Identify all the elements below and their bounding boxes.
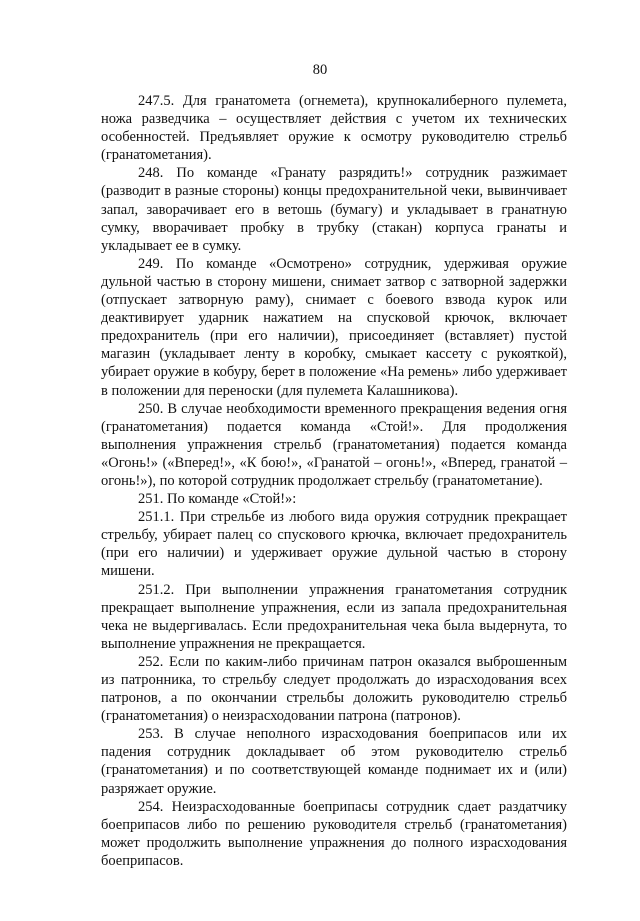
paragraph-251-1: 251.1. При стрельбе из любого вида оружия сотрудник прекращает стрельбу, убирает палец со спускового крючка, включает предохранитель (при его наличии) и удерживает оружие дульной частью в сторону мишени. (101, 509, 567, 580)
paragraph-251: 251. По команде «Стой!»: (138, 491, 297, 508)
paragraph-249: 249. По команде «Осмотрено» сотрудник, удерживая оружие дульной частью в сторону мишени, снимает затвор с затворной задержки (отпускает затворную раму), снимает с боевого взвода курок или деактивирует ударник нажатием на спусковой крючок, включает предохранитель (при его наличии), присоединяет (вставляет) пустой магазин (укладывает ленту в коробку, смыкает кассету с рукояткой), убирает оружие в кобуру, берет в положение «На ремень» либо удерживает в положении для переноски (для пулемета Калашникова). (101, 255, 567, 399)
document-body (101, 92, 567, 870)
paragraph-250: 250. В случае необходимости временного прекращения ведения огня (гранатометания) подается команда «Стой!». Для продолжения выполнения упражнения стрельб (гранатометания) подается команда «Огонь!» («Вперед!», «К бою!», «Гранатой – огонь!», «Вперед, гранатой – огонь!»), по которой сотрудник продолжает стрельбу (гранатометание). (101, 400, 567, 489)
paragraph-252: 252. Если по каким-либо причинам патрон оказался выброшенным из патронника, то стрельбу следует продолжать до израсходования всех патронов, а по окончании стрельбы доложить руководителю стрельб (гранатометания) о неизрасходовании патрона (патронов). (101, 653, 567, 725)
paragraph-251-2: 251.2. При выполнении упражнения гранатометания сотрудник прекращает выполнение упражнения, если из запала предохранительная чека не выдергивалась. Если предохранительная чека была выдернута, то выполнение упражнения не прекращается. (101, 581, 567, 652)
paragraph-248: 248. По команде «Гранату разрядить!» сотрудник разжимает (разводит в разные стороны) концы предохранительной чеки, вывинчивает запал, заворачивает его в ветошь (бумагу) и укладывает в гранатную сумку, вворачивает пробку в трубку (стакан) корпуса гранаты и укладывает ее в сумку. (101, 165, 567, 254)
paragraph-254: 254. Неизрасходованные боеприпасы сотрудник сдает раздатчику боеприпасов либо по решению руководителя стрельб (гранатометания) может продолжить выполнение упражнения до полного израсходования боеприпасов. (101, 798, 567, 869)
paragraph-253: 253. В случае неполного израсходования боеприпасов или их падения сотрудник докладывает об этом руководителю стрельб (гранатометания) и по соответствующей команде поднимает их и (или) разряжает оружие. (101, 726, 567, 797)
paragraph-247-5: 247.5. Для гранатомета (огнемета), крупнокалиберного пулемета, ножа разведчика – осуществляет действия с учетом их технических особенностей. Предъявляет оружие к осмотру руководителю стрельб (гранатометания). (101, 93, 567, 164)
page-number: 80 (312, 62, 328, 78)
